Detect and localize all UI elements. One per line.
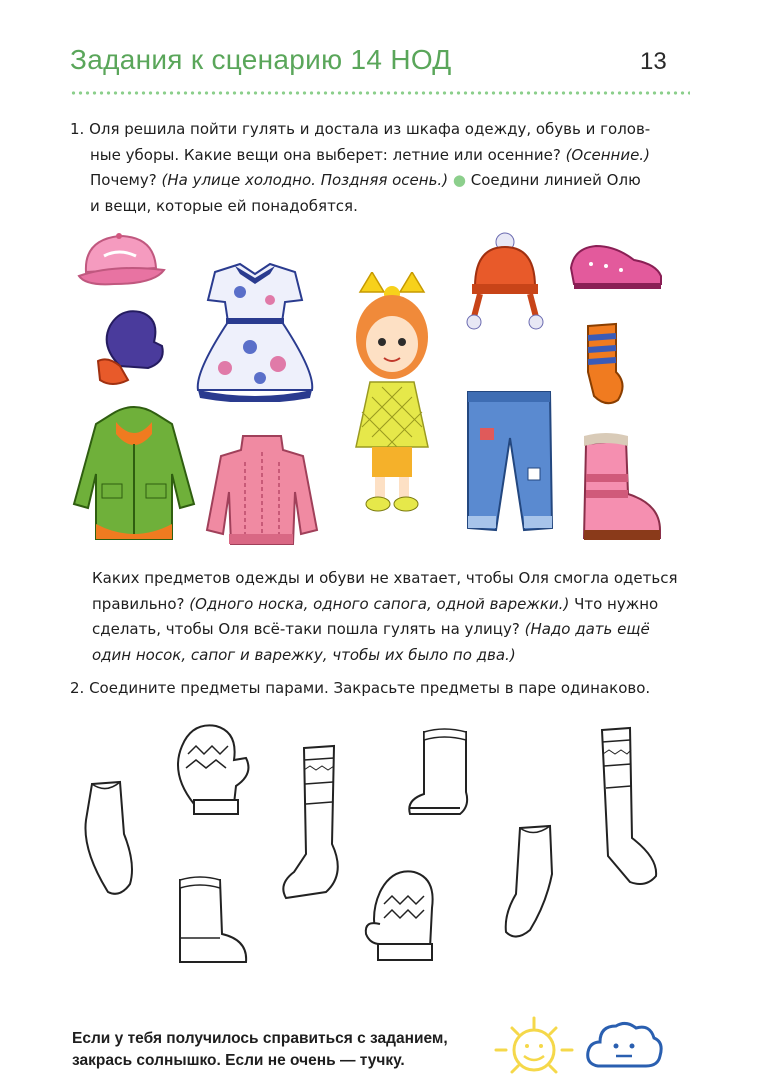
- girl-icon: [342, 272, 442, 517]
- dotted-divider: [70, 91, 690, 95]
- mitten-outline-icon: [360, 864, 442, 964]
- task2-text: 2. Соедините предметы парами. Закрасьте предметы в паре одинаково.: [70, 679, 651, 697]
- task1-text: 1. Оля решила пойти гулять и достала из шкафа одежду, обувь и голов- ные уборы. Какие вещи она выберет: летние или осенние? (Осенние.) Почему? (На улице холодно. Поздняя осень.) ● Соедини линией Олю и вещи, которые ей понадобятся.: [70, 120, 651, 215]
- sun-icon[interactable]: [494, 1016, 574, 1080]
- cloud-icon[interactable]: [584, 1018, 664, 1074]
- page-title: Задания к сценарию 14 НОД: [70, 44, 452, 75]
- jeans-icon: [462, 388, 557, 533]
- tall-sock-outline-icon: [598, 726, 670, 891]
- page-number: 13: [640, 48, 667, 75]
- winter-hat-icon: [460, 232, 550, 332]
- footer-instruction: Если у тебя получилось справиться с заданием, закрась солнышко. Если не очень — тучку.: [72, 1030, 448, 1069]
- sock-outline-icon: [500, 824, 566, 944]
- boot-icon: [580, 430, 665, 545]
- boot-outline-icon: [404, 728, 482, 820]
- dress-icon: [190, 262, 320, 402]
- mitten-icon: [90, 306, 170, 388]
- mitten-outline-icon: [162, 718, 252, 818]
- tall-sock-outline-icon: [276, 744, 351, 902]
- task1-question2: Каких предметов одежды и обуви не хватает, чтобы Оля смогла одеться правильно? (Одного носка, одного сапога, одной варежки.) Что нужно сделать, чтобы Оля всё-таки пошла гулять на улицу? (Надо дать ещё один носок, сапог и варежку, чтобы их было по два.): [92, 569, 678, 664]
- sweater-icon: [205, 432, 320, 550]
- cap-icon: [74, 228, 169, 293]
- boot-outline-icon: [174, 876, 250, 968]
- sock-outline-icon: [72, 780, 144, 900]
- sock-icon: [578, 322, 633, 410]
- jacket-icon: [72, 404, 197, 549]
- shoe-icon: [566, 236, 666, 291]
